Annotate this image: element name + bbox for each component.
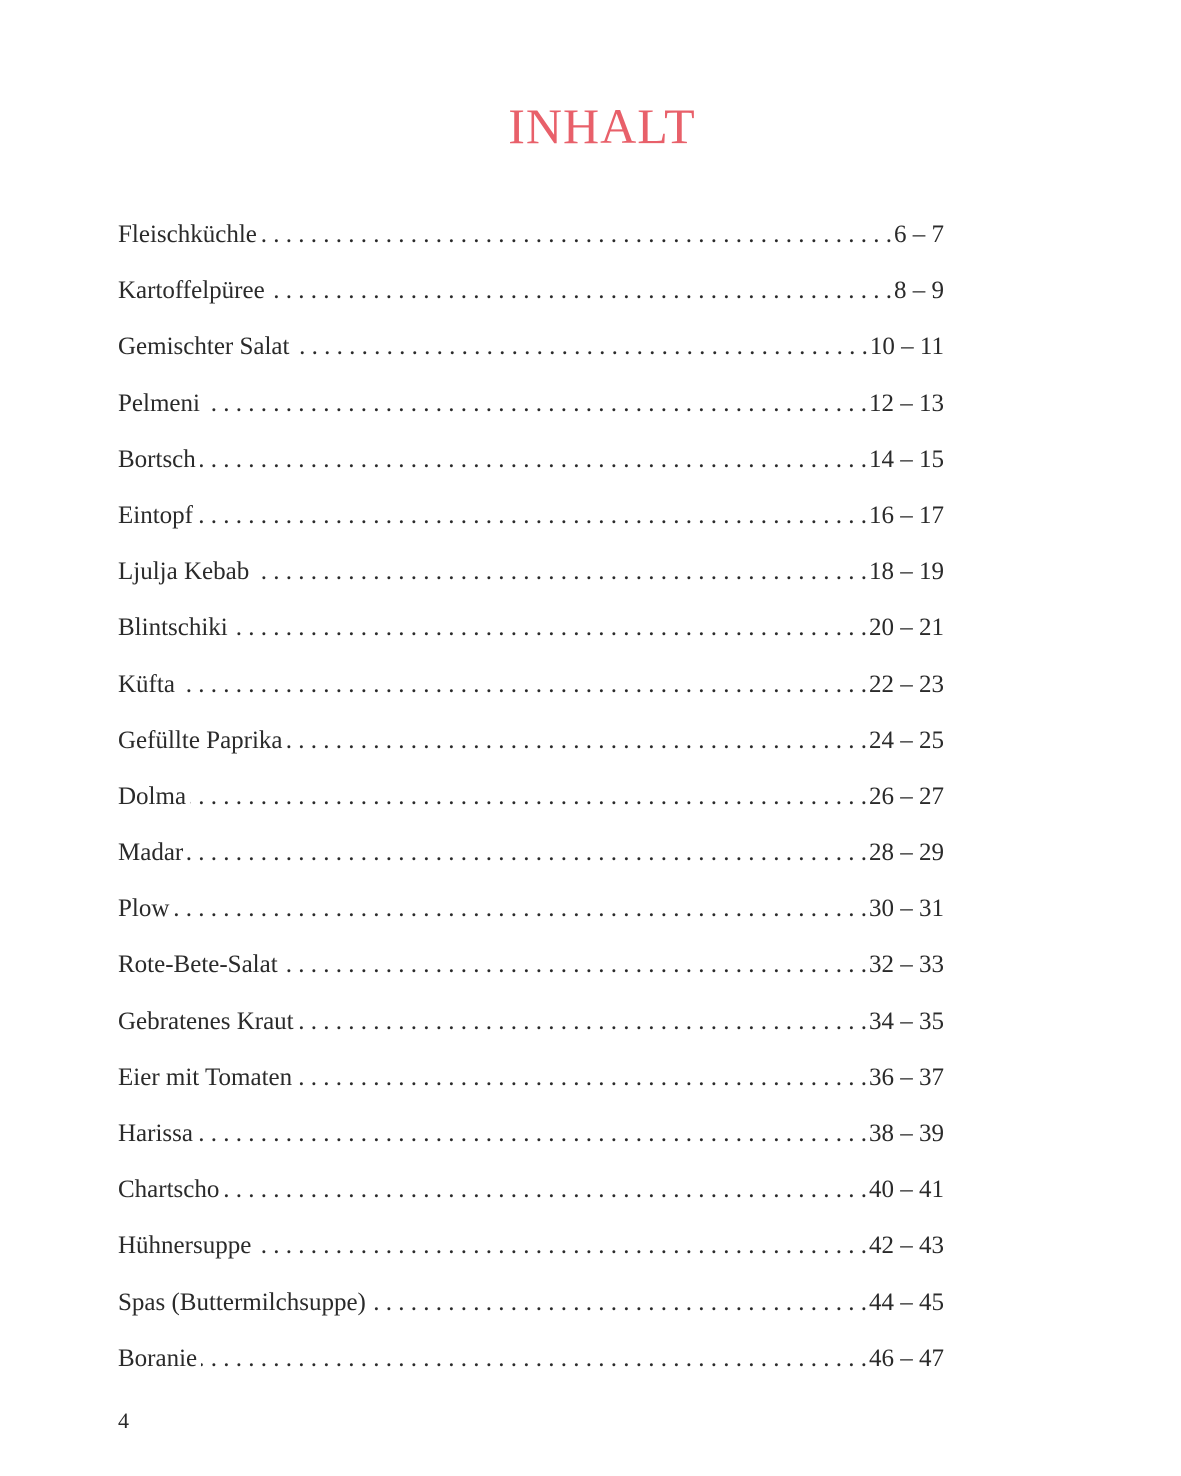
toc-entry-title: Fleischküchle xyxy=(118,221,257,248)
toc-entry-pages: 12 – 13 xyxy=(869,389,944,417)
toc-entry xyxy=(118,1109,944,1165)
toc-entry-pages: 40 – 41 xyxy=(869,1176,944,1204)
toc-entry-title: Spas (Buttermilchsuppe) xyxy=(118,1288,366,1316)
toc-entry xyxy=(118,379,944,435)
dot-leader xyxy=(223,1165,867,1215)
dot-leader xyxy=(197,491,867,541)
dot-leader xyxy=(296,1053,867,1103)
toc-entry xyxy=(118,772,944,828)
dot-leader xyxy=(282,940,867,990)
toc-entry-title: Eintopf xyxy=(118,501,193,529)
toc-entry-title: Dolma xyxy=(118,782,187,810)
toc-entry-title: Madar xyxy=(118,839,184,867)
dot-leader xyxy=(173,884,867,934)
toc-entry-pages: 6 – 7 xyxy=(894,221,944,248)
dot-leader xyxy=(255,1221,867,1271)
dot-leader xyxy=(190,772,867,822)
toc-entry-title: Kartoffelpüree xyxy=(118,277,265,305)
toc-entry xyxy=(118,716,944,772)
toc-entry xyxy=(118,210,944,266)
table-of-contents xyxy=(118,210,944,1390)
toc-entry-title: Chartscho xyxy=(118,1176,220,1204)
dot-leader xyxy=(293,322,867,372)
dot-leader xyxy=(179,660,867,710)
toc-entry-title: Ljulja Kebab xyxy=(118,558,250,586)
toc-entry-title: Boranie xyxy=(118,1344,198,1372)
page-title: INHALT xyxy=(508,98,696,154)
toc-entry xyxy=(118,322,944,378)
toc-entry-pages: 38 – 39 xyxy=(869,1120,944,1147)
toc-entry-pages: 36 – 37 xyxy=(869,1063,944,1091)
toc-entry xyxy=(118,547,944,603)
toc-entry-title: Eier mit Tomaten xyxy=(118,1063,293,1091)
toc-entry-pages: 28 – 29 xyxy=(869,839,944,867)
toc-entry-pages: 32 – 33 xyxy=(869,951,944,979)
toc-entry-title: Pelmeni xyxy=(118,389,200,417)
toc-entry-pages: 14 – 15 xyxy=(869,445,944,473)
toc-entry xyxy=(118,884,944,940)
dot-leader xyxy=(232,603,867,653)
toc-entry-pages: 46 – 47 xyxy=(869,1344,944,1372)
toc-entry xyxy=(118,1165,944,1221)
toc-entry-title: Gemischter Salat xyxy=(118,333,290,361)
toc-entry xyxy=(118,997,944,1053)
toc-entry-pages: 42 – 43 xyxy=(869,1232,944,1260)
dot-leader xyxy=(287,716,867,766)
toc-entry-title: Plow xyxy=(118,895,170,923)
toc-entry-title: Hühnersuppe xyxy=(118,1232,252,1260)
toc-entry-title: Bortsch xyxy=(118,445,196,473)
toc-entry-pages: 16 – 17 xyxy=(869,501,944,529)
toc-entry xyxy=(118,266,944,322)
toc-entry xyxy=(118,660,944,716)
toc-entry xyxy=(118,1334,944,1390)
toc-entry xyxy=(118,828,944,884)
toc-entry xyxy=(118,603,944,659)
toc-entry-title: Rote-Bete-Salat xyxy=(118,951,278,979)
dot-leader xyxy=(253,547,867,597)
page-number: 4 xyxy=(118,1408,129,1433)
dot-leader xyxy=(269,266,892,316)
toc-entry-pages: 44 – 45 xyxy=(869,1288,944,1316)
dot-leader xyxy=(200,435,867,485)
toc-entry-title: Gebratenes Kraut xyxy=(118,1007,294,1035)
toc-entry-pages: 18 – 19 xyxy=(869,558,944,586)
toc-entry xyxy=(118,491,944,547)
dot-leader xyxy=(201,1334,867,1384)
toc-entry-pages: 30 – 31 xyxy=(869,895,944,923)
toc-entry xyxy=(118,1278,944,1334)
toc-entry-title: Blintschiki xyxy=(118,614,228,642)
toc-entry-pages: 24 – 25 xyxy=(869,726,944,754)
toc-entry-pages: 34 – 35 xyxy=(869,1007,944,1035)
dot-leader xyxy=(298,997,867,1047)
dot-leader xyxy=(370,1278,867,1328)
dot-leader xyxy=(204,379,867,429)
dot-leader xyxy=(187,828,867,878)
toc-entry xyxy=(118,435,944,491)
toc-entry-pages: 20 – 21 xyxy=(869,614,944,642)
toc-entry xyxy=(118,1053,944,1109)
dot-leader xyxy=(261,210,892,260)
toc-entry-title: Küfta xyxy=(118,670,175,698)
toc-entry-title: Harissa xyxy=(118,1120,193,1147)
toc-entry-title: Gefüllte Paprika xyxy=(118,726,283,754)
dot-leader xyxy=(197,1109,867,1159)
toc-entry xyxy=(118,940,944,996)
toc-entry-pages: 22 – 23 xyxy=(869,670,944,698)
toc-entry-pages: 8 – 9 xyxy=(894,277,944,305)
toc-entry-pages: 26 – 27 xyxy=(869,782,944,810)
toc-entry-pages: 10 – 11 xyxy=(869,333,944,361)
toc-entry xyxy=(118,1221,944,1277)
